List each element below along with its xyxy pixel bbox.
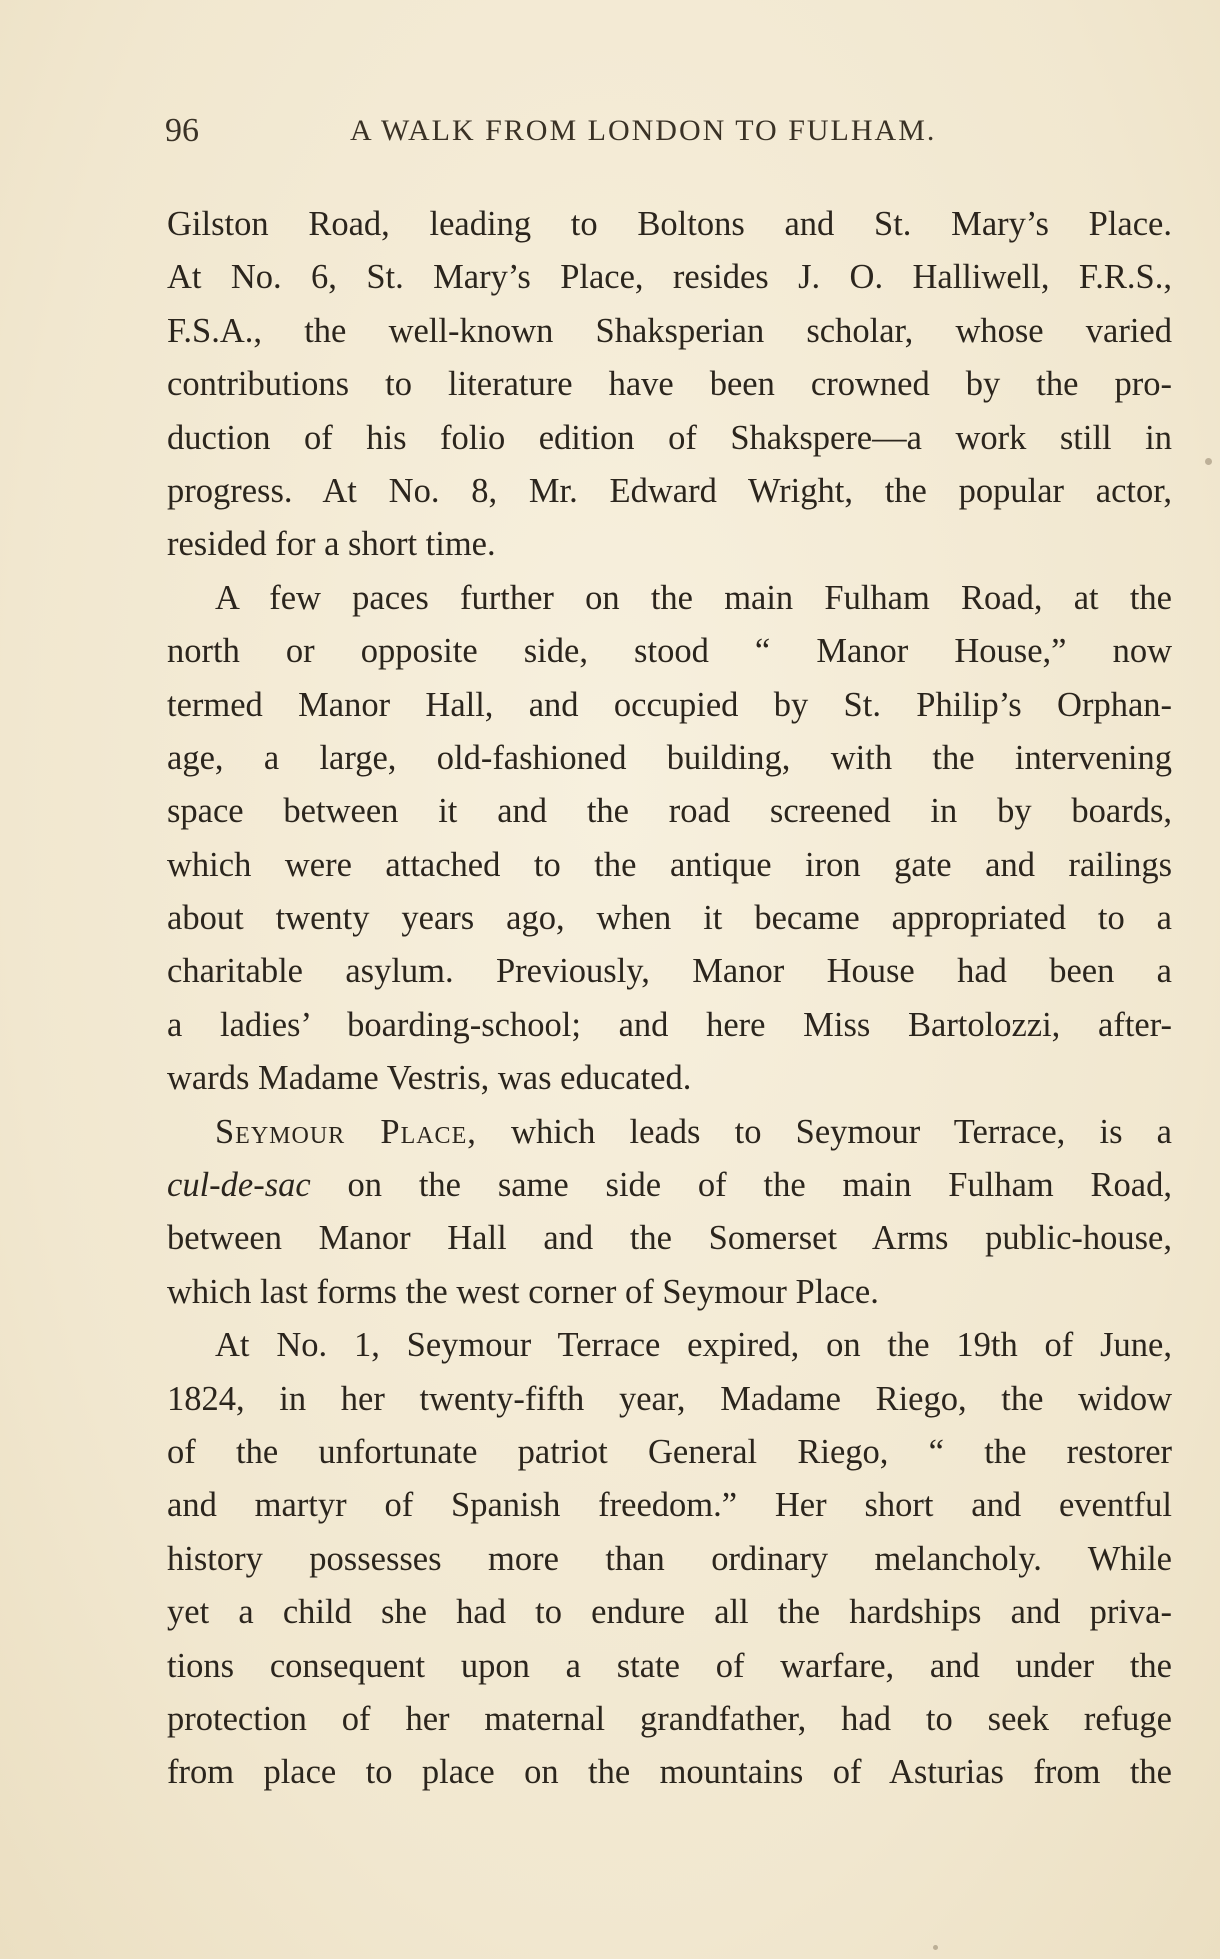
text-line: 1824, in her twenty-fifth year, Madame Riego, the widow — [167, 1379, 1172, 1418]
running-head: A WALK FROM LONDON TO FULHAM. — [350, 114, 937, 147]
text-line: tions consequent upon a state of warfare, and under the — [167, 1646, 1172, 1685]
italic-phrase: cul-de-sac — [167, 1166, 311, 1205]
text-line: duction of his folio edition of Shakspere—a work still in — [167, 418, 1172, 457]
text-line: F.S.A., the well-known Shaksperian scholar, whose varied — [167, 311, 1172, 350]
paragraph-end-line: resided for a short time. — [167, 525, 496, 564]
text-line: charitable asylum. Previously, Manor House had been a — [167, 952, 1172, 991]
text-line: age, a large, old-fashioned building, with the intervening — [167, 738, 1172, 777]
paper-speck — [933, 1945, 938, 1950]
text-line: termed Manor Hall, and occupied by St. Philip’s Orphan- — [167, 685, 1172, 724]
body-text — [167, 198, 1172, 1800]
paragraph-end-line: wards Madame Vestris, was educated. — [167, 1059, 692, 1098]
text-line: Gilston Road, leading to Boltons and St. Mary’s Place. — [167, 205, 1172, 243]
paper-speck — [1205, 458, 1212, 465]
text-line — [167, 1159, 1172, 1212]
text-line: and martyr of Spanish freedom.” Her short and eventful — [167, 1486, 1172, 1525]
text-line: a ladies’ boarding-school; and here Miss Bartolozzi, after- — [167, 1005, 1172, 1044]
paragraph-end-line: which last forms the west corner of Seymour Place. — [167, 1272, 879, 1311]
text-line: contributions to literature have been crowned by the pro- — [167, 365, 1172, 404]
text-run: which leads to Seymour Terrace, is a — [476, 1112, 1172, 1151]
text-line: history possesses more than ordinary melancholy. While — [167, 1539, 1172, 1578]
page-number: 96 — [165, 112, 199, 149]
text-line: At No. 6, St. Mary’s Place, resides J. O. Halliwell, F.R.S., — [167, 258, 1172, 297]
text-line: progress. At No. 8, Mr. Edward Wright, the popular actor, — [167, 471, 1172, 510]
page-header — [165, 112, 1170, 156]
text-line: of the unfortunate patriot General Riego, “ the restorer — [167, 1432, 1172, 1471]
paragraph-start-line — [167, 1106, 1172, 1159]
text-line: between Manor Hall and the Somerset Arms public-house, — [167, 1219, 1172, 1258]
text-line: north or opposite side, stood “ Manor House,” now — [167, 632, 1172, 671]
text-line: about twenty years ago, when it became appropriated to a — [167, 899, 1172, 938]
text-run: on the same side of the main Fulham Road, — [310, 1166, 1172, 1205]
paragraph-start-line: At No. 1, Seymour Terrace expired, on the 19th of June, — [215, 1326, 1172, 1365]
text-line: yet a child she had to endure all the hardships and priva- — [167, 1593, 1172, 1632]
paragraph-start-line: A few paces further on the main Fulham Road, at the — [215, 578, 1172, 617]
text-line: from place to place on the mountains of Asturias from the — [167, 1753, 1172, 1792]
text-line: space between it and the road screened in by boards, — [167, 792, 1172, 831]
text-line: which were attached to the antique iron gate and railings — [167, 845, 1172, 884]
small-caps-heading: Seymour Place, — [215, 1112, 477, 1151]
text-line: protection of her maternal grandfather, had to seek refuge — [167, 1699, 1172, 1738]
